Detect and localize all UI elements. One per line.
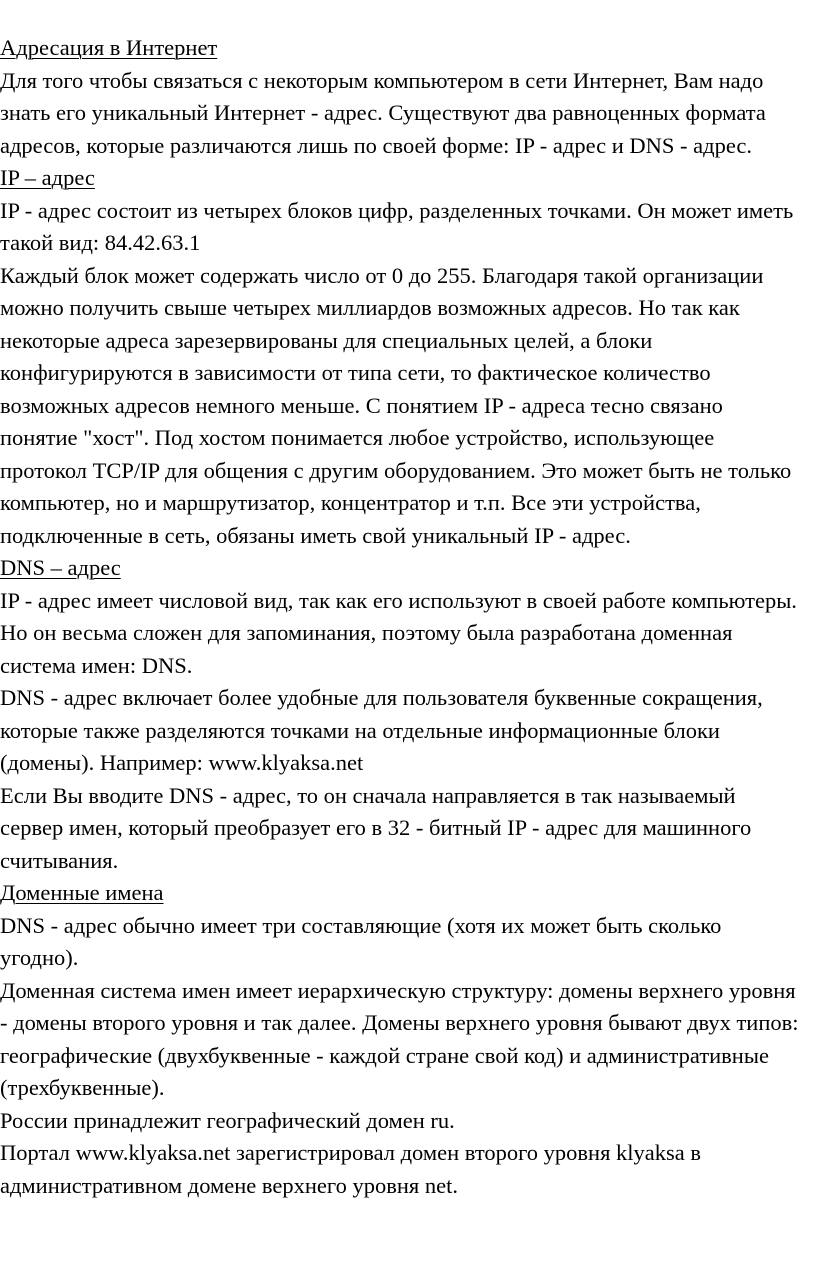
section-heading-addressing: Адресация в Интернет	[0, 35, 218, 60]
paragraph-domain-hierarchy: Доменная система имен имеет иерархическую структуру: домены верхнего уровня - домены второго уровня и так далее. Домены верхнего уровня бывают двух типов: географические (двухбуквенные - каждой стране свой код) и административные (трехбуквенные).	[0, 977, 799, 1100]
section-heading-dns: DNS – адрес	[0, 555, 121, 580]
paragraph-ip-blocks: Каждый блок может содержать число от 0 до 255. Благодаря такой организации можно получить свыше четырех миллиардов возможных адресов. Но так как некоторые адреса зарезервированы для специальных целей, а блоки конфигурируются в зависимости от типа сети, то фактическое количество возможных адресов немного меньше. С понятием IP - адреса тесно связано понятие "хост". Под хостом понимается любое устройство, использующее протокол TCP/IP для общения с другим оборудованием. Это может быть не только компьютер, но и маршрутизатор, концентратор и т.п. Все эти устройства, подключенные в сеть, обязаны иметь свой уникальный IP - адрес.	[0, 262, 792, 548]
paragraph-intro: Для того чтобы связаться с некоторым компьютером в сети Интернет, Вам надо знать его уникальный Интернет - адрес. Существуют два равноценных формата адресов, которые различаются лишь по своей форме: IP - адрес и DNS - адрес.	[0, 67, 766, 158]
paragraph-dns-server: Если Вы вводите DNS - адрес, то он сначала направляется в так называемый сервер имен, который преобразует его в 32 - битный IP - адрес для машинного считывания.	[0, 782, 752, 873]
paragraph-dns-intro: IP - адрес имеет числовой вид, так как его используют в своей работе компьютеры. Но он весьма сложен для запоминания, поэтому была разработана доменная система имен: DNS.	[0, 587, 797, 678]
paragraph-russia-domain: России принадлежит географический домен ru.	[0, 1107, 455, 1133]
paragraph-dns-letters: DNS - адрес включает более удобные для пользователя буквенные сокращения, которые также разделяются точками на отдельные информационные блоки (домены). Например: www.klyaksa.net	[0, 685, 763, 775]
section-heading-ip: IP – адрес	[0, 165, 95, 190]
paragraph-portal-example: Портал www.klyaksa.net зарегистрировал домен второго уровня klyaksa в административном домене верхнего уровня net.	[0, 1140, 702, 1198]
paragraph-ip-format: IP - адрес состоит из четырех блоков цифр, разделенных точками. Он может иметь такой вид: 84.42.63.1	[0, 197, 794, 255]
section-heading-domain-names: Доменные имена	[0, 880, 164, 905]
paragraph-dns-components: DNS - адрес обычно имеет три составляющие (хотя их может быть сколько угодно).	[0, 912, 722, 970]
